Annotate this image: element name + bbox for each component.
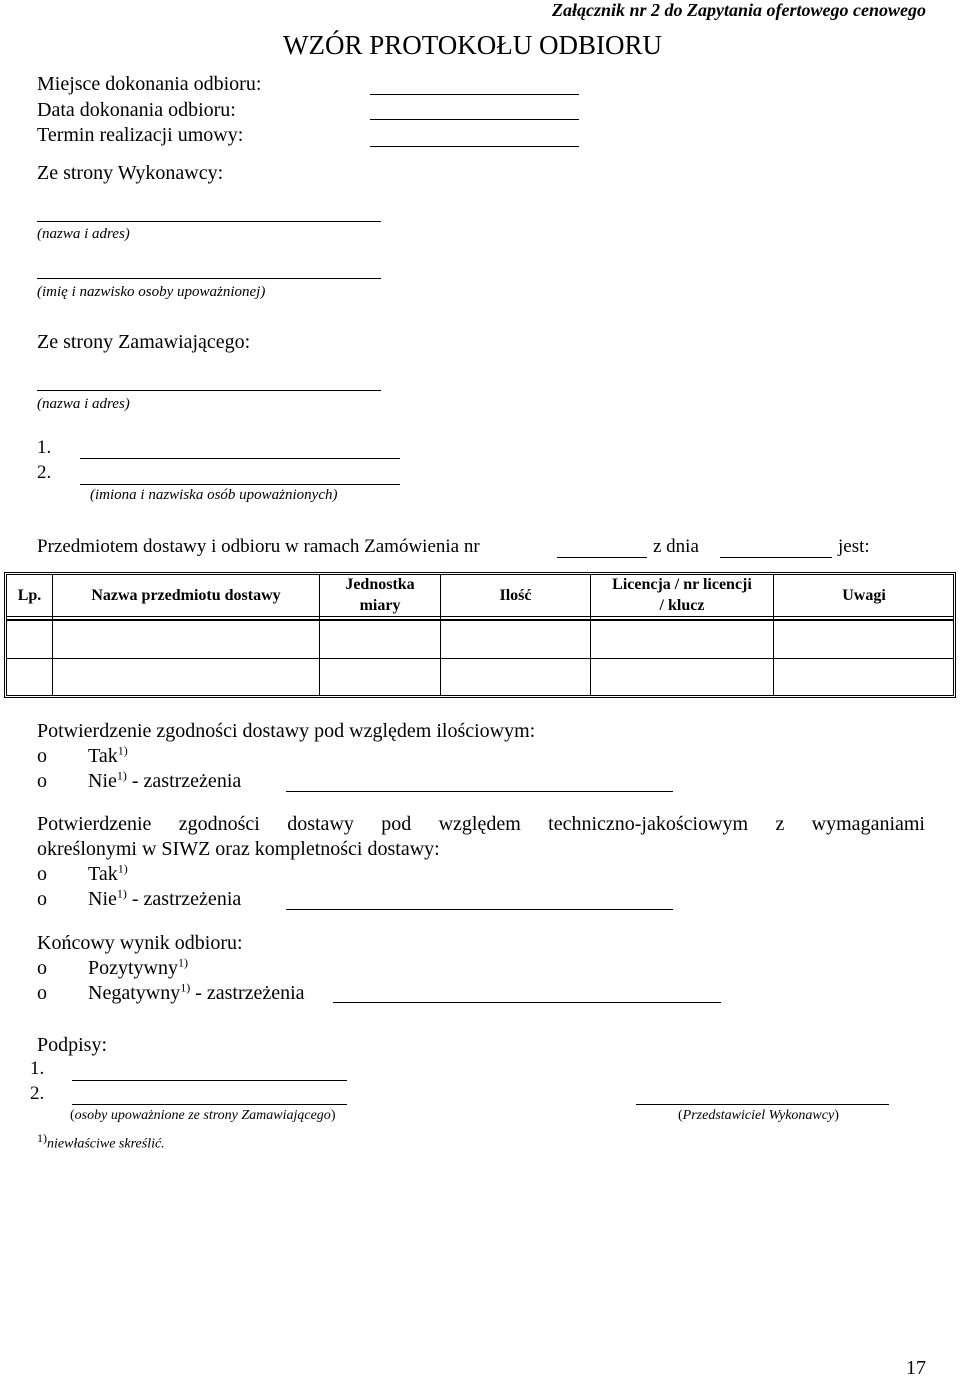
delivery-table (4, 572, 956, 698)
signature-1-number: 1. (30, 1058, 45, 1079)
tech-confirm-line-2: określonymi w SIWZ oraz kompletności dostawy: (37, 838, 440, 860)
final-reservations-field[interactable] (333, 1002, 721, 1003)
qty-reservations-field[interactable] (286, 791, 673, 792)
qty-yes-bullet[interactable]: o (37, 745, 47, 767)
qty-no-bullet[interactable]: o (37, 770, 47, 792)
place-field[interactable] (370, 94, 579, 95)
header-lp: Lp. (17, 586, 42, 604)
tech-reservations-field[interactable] (286, 909, 673, 910)
client-person-2-number: 2. (37, 462, 52, 483)
header-notes: Uwagi (842, 586, 886, 604)
tech-yes-bullet[interactable]: o (37, 863, 47, 885)
client-side-label: Ze strony Zamawiającego: (37, 331, 251, 353)
qty-confirm-heading: Potwierdzenie zgodności dostawy pod względem ilościowym: (37, 720, 536, 742)
client-persons-caption: (imiona i nazwiska osób upoważnionych) (90, 487, 338, 503)
order-number-field[interactable] (557, 557, 647, 558)
subject-is-label: jest: (838, 536, 870, 557)
header-unit: Jednostka miary (345, 576, 415, 614)
contractor-name-caption: (nazwa i adres) (37, 226, 130, 242)
date-label: Data dokonania odbioru: (37, 99, 236, 121)
signature-contractor-caption: (Przedstawiciel Wykonawcy) (678, 1108, 839, 1123)
header-item-name: Nazwa przedmiotu dostawy (91, 586, 281, 604)
final-positive-bullet[interactable]: o (37, 957, 47, 979)
contractor-person-caption: (imię i nazwisko osoby upoważnionej) (37, 284, 266, 300)
contractor-person-field[interactable] (37, 278, 381, 279)
client-person-2-field[interactable] (80, 484, 400, 485)
annex-note: Załącznik nr 2 do Zapytania ofertowego cenowego (552, 0, 926, 20)
final-negative-bullet[interactable]: o (37, 982, 47, 1004)
order-date-field[interactable] (720, 557, 832, 558)
tech-no-option[interactable]: Nie$^{1)}$ - zastrzeżenia (88, 886, 242, 910)
tech-yes-option[interactable]: Tak$^{1)}$ (88, 861, 128, 885)
signature-client-caption: (osoby upoważnione ze strony Zamawiającego) (70, 1108, 336, 1123)
client-person-1-number: 1. (37, 437, 52, 458)
qty-yes-option[interactable]: Tak$^{1)}$ (88, 743, 128, 767)
subject-text: Przedmiotem dostawy i odbioru w ramach Zamówienia nr (37, 536, 480, 557)
footnote: 1)niewłaściwe skreślić. (37, 1131, 165, 1152)
table-row[interactable] (7, 659, 954, 695)
signature-contractor-field[interactable] (636, 1104, 889, 1105)
final-result-heading: Końcowy wynik odbioru: (37, 932, 243, 954)
header-license: Licencja / nr licencji / klucz (612, 576, 752, 614)
signatures-heading: Podpisy: (37, 1034, 108, 1056)
subject-date-label: z dnia (653, 536, 699, 557)
final-positive-option[interactable]: Pozytywny$^{1)}$ (88, 955, 188, 979)
tech-no-bullet[interactable]: o (37, 888, 47, 910)
place-label: Miejsce dokonania odbioru: (37, 73, 262, 95)
term-field[interactable] (370, 146, 579, 147)
signature-1-field[interactable] (72, 1080, 347, 1081)
contractor-side-label: Ze strony Wykonawcy: (37, 162, 224, 184)
date-field[interactable] (370, 119, 579, 120)
tech-confirm-line-1: Potwierdzenie zgodności dostawy pod względem techniczno-jakościowym z wymaganiami (37, 813, 925, 835)
term-label: Termin realizacji umowy: (37, 124, 244, 146)
signature-2-number: 2. (30, 1083, 45, 1104)
contractor-name-field[interactable] (37, 221, 381, 222)
client-person-1-field[interactable] (80, 458, 400, 459)
header-quantity: Ilość (499, 586, 532, 604)
page-number: 17 (906, 1357, 926, 1379)
client-name-field[interactable] (37, 390, 381, 391)
final-negative-option[interactable]: Negatywny$^{1)}$ - zastrzeżenia (88, 980, 305, 1004)
client-name-caption: (nazwa i adres) (37, 396, 130, 412)
signature-2-field[interactable] (72, 1104, 347, 1105)
qty-no-option[interactable]: Nie$^{1)}$ - zastrzeżenia (88, 768, 242, 792)
page-title: WZÓR PROTOKOŁU ODBIORU (283, 30, 663, 60)
table-row[interactable] (7, 620, 954, 658)
